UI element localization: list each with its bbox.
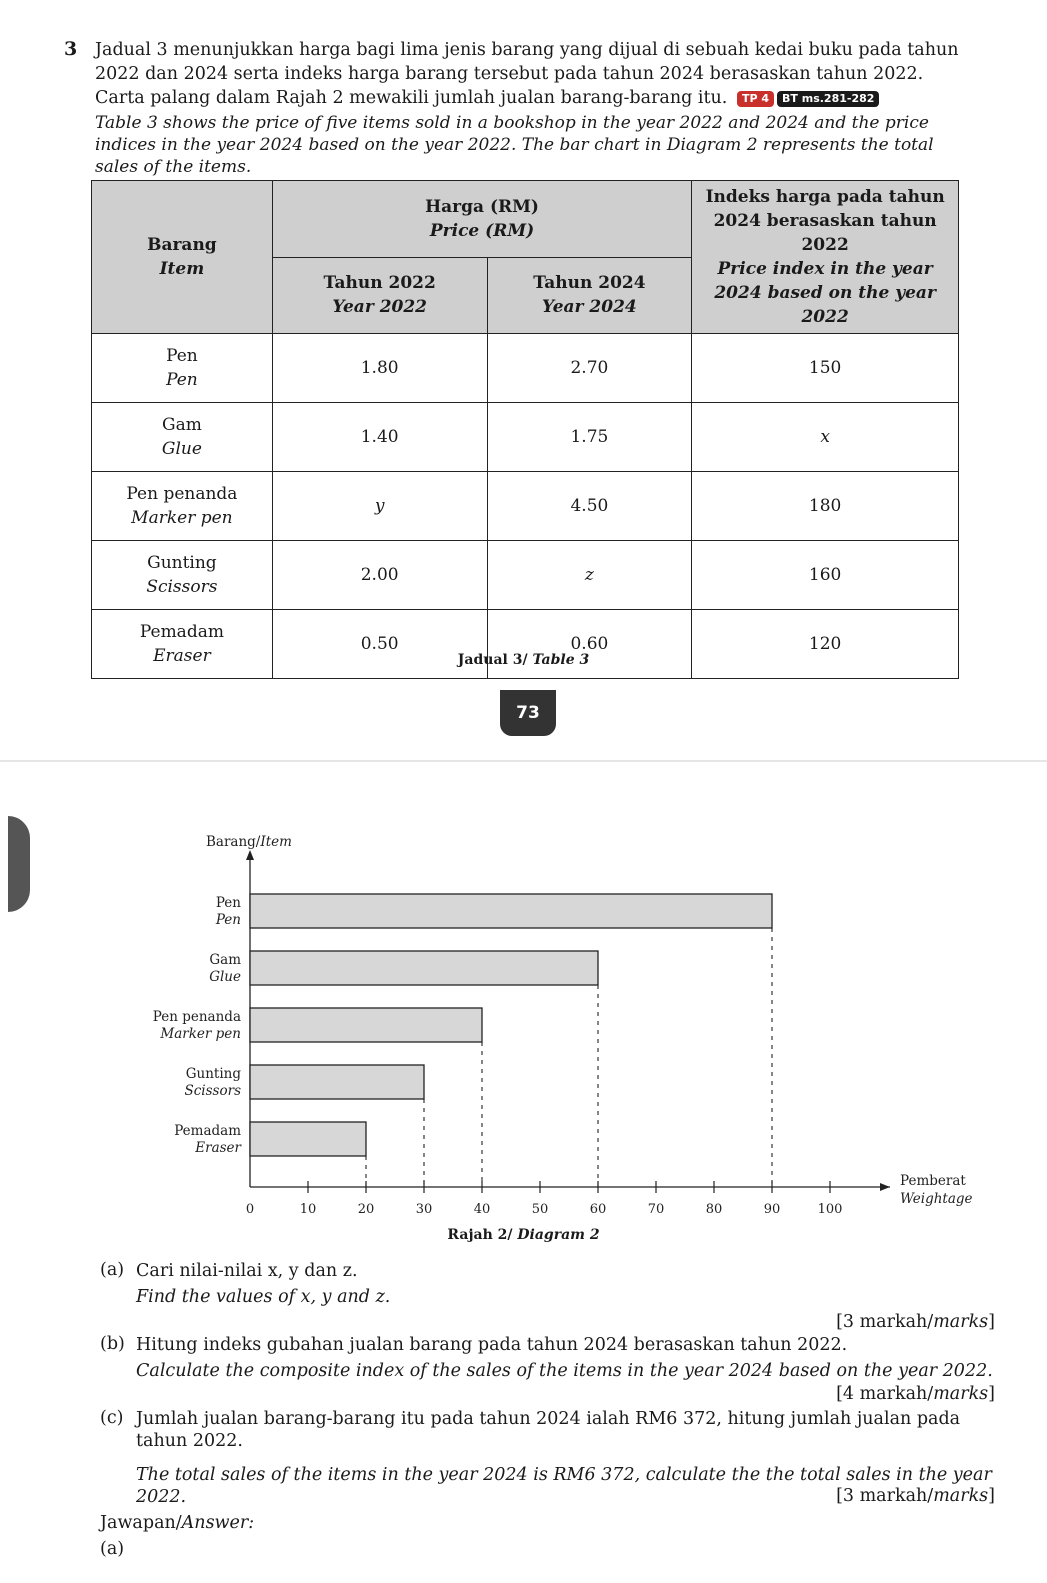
price-2024-cell: 0.60 [487, 610, 692, 679]
price-2024-cell: 4.50 [487, 472, 692, 541]
bar [250, 1122, 366, 1156]
x-tick-label: 30 [415, 1202, 433, 1217]
marks-end: ] [988, 1384, 995, 1404]
index-cell: 180 [692, 472, 959, 541]
header-price-en: Price (RM) [429, 220, 535, 241]
table-row [92, 541, 959, 610]
table-row [92, 403, 959, 472]
marks-ms: [4 markah/ [836, 1384, 934, 1404]
intro-malay-text: Jadual 3 menunjukkan harga bagi lima jenis barang yang dijual di sebuah kedai buku pada tahun 2022 dan 2024 serta indeks harga barang tersebut pada tahun 2024 berasaskan tahun 2022. Carta palang dalam Rajah 2 mewakili jumlah jualan barang-barang itu. [95, 40, 959, 108]
x-tick-label: 40 [473, 1202, 491, 1217]
part-text-ms: Cari nilai-nilai x, y dan z. [136, 1261, 358, 1281]
category-label-ms: Gam [209, 952, 241, 968]
bar [250, 1008, 482, 1042]
part-a [100, 1260, 995, 1310]
table-row [92, 334, 959, 403]
marks-en: marks [933, 1486, 989, 1506]
header-index [692, 181, 959, 334]
part-text-ms: Jumlah jualan barang-barang itu pada tahun 2024 ialah RM6 372, hitung jumlah jualan pada tahun 2022. [136, 1409, 961, 1451]
marks-c [836, 1486, 995, 1506]
category-label-ms: Pen [215, 895, 241, 911]
sales-bar-chart [0, 830, 1047, 1225]
x-axis-label-ms: Pemberat [900, 1173, 966, 1189]
x-axis-label-en: Weightage [900, 1191, 973, 1207]
price-2024-cell: 1.75 [487, 403, 692, 472]
table-caption [0, 652, 1047, 668]
intro-malay [95, 38, 965, 110]
tag-group [737, 91, 879, 107]
x-tick-label: 90 [763, 1202, 781, 1217]
category-label-en: Pen [215, 912, 241, 928]
price-2024-cell: z [487, 541, 692, 610]
category-label-en: Eraser [195, 1140, 241, 1156]
price-2022-cell: 2.00 [272, 541, 487, 610]
header-year-2024 [487, 257, 692, 334]
item-cell [92, 334, 273, 403]
header-2024-en: Year 2024 [542, 297, 637, 318]
question-number: 3 [64, 38, 78, 60]
intro-english: Table 3 shows the price of five items sold in a bookshop in the year 2022 and 2024 and the price indices in the year 2024 based on the year 2022. The bar chart in Diagram 2 represents the total sales of the items. [95, 113, 934, 177]
category-label-en: Marker pen [160, 1026, 241, 1042]
answer-label-en: Answer: [181, 1513, 255, 1533]
answer-part-a-label: (a) [100, 1539, 125, 1559]
bar [250, 951, 598, 985]
price-2022-cell: 0.50 [272, 610, 487, 679]
item-en: Marker pen [131, 508, 233, 528]
item-en: Eraser [153, 646, 211, 666]
x-tick-label: 50 [531, 1202, 549, 1217]
index-cell: 150 [692, 334, 959, 403]
marks-ms: [3 markah/ [836, 1312, 934, 1332]
category-label-en: Glue [209, 969, 241, 985]
marks-a [836, 1312, 995, 1332]
bar [250, 1065, 424, 1099]
header-year-2022 [272, 257, 487, 334]
x-axis-arrow [880, 1183, 890, 1191]
item-cell [92, 610, 273, 679]
header-item [92, 181, 273, 334]
x-tick-label: 70 [647, 1202, 665, 1217]
item-ms: Gam [161, 415, 202, 435]
item-en: Glue [161, 439, 202, 459]
marks-ms: [3 markah/ [836, 1486, 934, 1506]
x-tick-label: 20 [357, 1202, 375, 1217]
category-label-ms: Pen penanda [152, 1009, 241, 1025]
header-price [272, 181, 691, 258]
chart-caption-ms: Rajah 2/ [447, 1227, 513, 1243]
price-2022-cell: 1.80 [272, 334, 487, 403]
part-text-en: Find the values of x, y and z. [136, 1287, 391, 1307]
marks-en: marks [933, 1312, 989, 1332]
chart-caption [0, 1227, 1047, 1243]
chart-caption-en: Diagram 2 [517, 1227, 600, 1243]
answer-section [100, 1510, 254, 1562]
part-label: (b) [100, 1334, 125, 1354]
table-row [92, 610, 959, 679]
header-2024-ms: Tahun 2024 [533, 273, 646, 294]
answer-label-ms: Jawapan/ [100, 1513, 182, 1533]
category-label-ms: Gunting [185, 1066, 241, 1082]
marks-b [836, 1384, 995, 1404]
page-number: 73 [500, 690, 556, 736]
price-2022-cell: 1.40 [272, 403, 487, 472]
bt-badge: BT ms.281-282 [777, 91, 879, 107]
header-index-en: Price index in the year 2024 based on the year 2022 [714, 259, 936, 327]
part-text-ms: Hitung indeks gubahan jualan barang pada tahun 2024 berasaskan tahun 2022. [136, 1335, 848, 1355]
x-tick-label: 10 [299, 1202, 317, 1217]
category-label-ms: Pemadam [174, 1123, 241, 1139]
y-axis-arrow [246, 850, 254, 860]
price-2022-cell: y [272, 472, 487, 541]
item-cell [92, 472, 273, 541]
index-cell: x [692, 403, 959, 472]
header-price-ms: Harga (RM) [425, 196, 539, 217]
item-en: Pen [166, 370, 198, 390]
item-ms: Gunting [147, 553, 217, 573]
answer-label [100, 1510, 254, 1536]
part-text-en: The total sales of the items in the year 2024 is RM6 372, calculate the the total sales in the year 2022. [136, 1465, 992, 1507]
price-2024-cell: 2.70 [487, 334, 692, 403]
item-cell [92, 403, 273, 472]
header-2022-ms: Tahun 2022 [323, 273, 436, 294]
x-tick-label: 80 [705, 1202, 723, 1217]
header-2022-en: Year 2022 [332, 297, 428, 318]
table-row [92, 472, 959, 541]
part-label: (c) [100, 1408, 124, 1428]
x-tick-label: 60 [589, 1202, 607, 1217]
table-caption-en: Table 3 [532, 652, 590, 668]
category-label-en: Scissors [184, 1083, 241, 1099]
item-en: Scissors [146, 577, 218, 597]
item-ms: Pen penanda [126, 484, 238, 504]
item-ms: Pemadam [139, 622, 224, 642]
table-caption-ms: Jadual 3/ [457, 652, 528, 668]
header-index-ms: Indeks harga pada tahun 2024 berasaskan tahun 2022 [705, 187, 945, 255]
price-table [91, 180, 959, 679]
header-item-en: Item [159, 259, 205, 279]
header-item-ms: Barang [147, 235, 217, 255]
bar [250, 894, 772, 928]
index-cell: 120 [692, 610, 959, 679]
item-cell [92, 541, 273, 610]
y-axis-label: Barang/Item [206, 834, 292, 850]
part-label: (a) [100, 1260, 125, 1280]
item-ms: Pen [166, 346, 198, 366]
marks-end: ] [988, 1312, 995, 1332]
x-tick-label: 0 [245, 1202, 255, 1217]
question-intro [95, 38, 965, 178]
x-tick-label: 100 [817, 1202, 843, 1217]
index-cell: 160 [692, 541, 959, 610]
page-divider [0, 760, 1047, 762]
part-text-en: Calculate the composite index of the sales of the items in the year 2024 based on the year 2022. [136, 1361, 993, 1381]
tp-badge: TP 4 [737, 91, 774, 107]
marks-en: marks [933, 1384, 989, 1404]
part-b [100, 1334, 995, 1384]
marks-end: ] [988, 1486, 995, 1506]
